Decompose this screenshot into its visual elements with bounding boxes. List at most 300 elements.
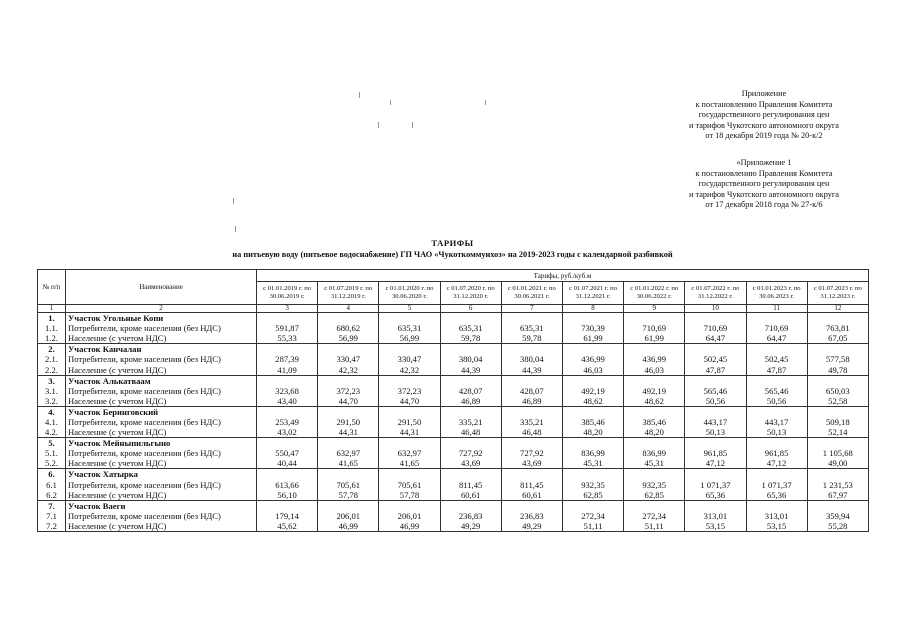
tariff-value — [257, 500, 318, 511]
tariff-value: 253,49 — [257, 417, 318, 427]
section-row — [38, 375, 869, 386]
tariff-value — [562, 406, 623, 417]
tariff-value: 43,69 — [440, 458, 501, 469]
tariff-value — [318, 344, 379, 355]
appendix-line: и тарифов Чукотского автономного округа — [688, 189, 839, 199]
tariff-value — [379, 500, 440, 511]
tariff-value — [746, 469, 807, 480]
tariff-value — [379, 438, 440, 449]
column-number: 2 — [66, 305, 257, 313]
tariff-value — [257, 438, 318, 449]
tariff-value: 727,92 — [440, 448, 501, 458]
tariff-value: 44,70 — [379, 396, 440, 407]
tariff-value: 577,58 — [807, 354, 868, 364]
tariff-value — [807, 313, 868, 324]
tariff-value: 550,47 — [257, 448, 318, 458]
tariff-value — [318, 313, 379, 324]
table-row — [38, 427, 869, 438]
tariff-value — [624, 344, 685, 355]
tariff-value — [379, 469, 440, 480]
tariff-value: 43,40 — [257, 396, 318, 407]
tariff-value — [501, 375, 562, 386]
tariff-value: 45,31 — [624, 458, 685, 469]
tariff-value — [562, 469, 623, 480]
row-number: 6.2 — [38, 490, 66, 501]
tariff-value — [501, 500, 562, 511]
row-number: 3.1. — [38, 386, 66, 396]
tariff-value: 492,19 — [624, 386, 685, 396]
tariff-value: 680,62 — [318, 323, 379, 333]
period-header: с 01.07.2023 г. по 31.12.2023 г. — [807, 282, 868, 305]
tariff-value: 50,13 — [685, 427, 746, 438]
row-number: 6.1 — [38, 480, 66, 490]
tariff-value: 591,87 — [257, 323, 318, 333]
scan-artifact — [359, 92, 360, 98]
tariff-value: 206,01 — [379, 511, 440, 521]
row-name: Население (с учетом НДС) — [66, 364, 257, 375]
row-number: 1.1. — [38, 323, 66, 333]
table-row — [38, 323, 869, 333]
tariff-value: 509,18 — [807, 417, 868, 427]
column-number: 12 — [807, 305, 868, 313]
tariff-value: 428,07 — [501, 386, 562, 396]
tariff-value: 635,31 — [379, 323, 440, 333]
table-row — [38, 480, 869, 490]
section-name: Участок Хатырка — [66, 469, 257, 480]
tariff-value: 372,23 — [318, 386, 379, 396]
tariff-value — [562, 375, 623, 386]
tariff-value — [257, 469, 318, 480]
tariff-value — [257, 375, 318, 386]
tariff-value — [562, 344, 623, 355]
col-header-name: Наименование — [66, 270, 257, 305]
tariff-value: 57,78 — [318, 490, 379, 501]
tariff-value: 50,56 — [746, 396, 807, 407]
tariff-value: 65,36 — [746, 490, 807, 501]
column-number: 1 — [38, 305, 66, 313]
tariff-value: 42,32 — [318, 364, 379, 375]
tariff-value — [624, 500, 685, 511]
tariff-value: 62,85 — [562, 490, 623, 501]
row-number: 2.2. — [38, 364, 66, 375]
col-header-tariffs: Тарифы, руб./куб.м — [257, 270, 869, 282]
tariff-value: 43,02 — [257, 427, 318, 438]
row-number: 3.2. — [38, 396, 66, 407]
tariff-value: 287,39 — [257, 354, 318, 364]
row-number: 2.1. — [38, 354, 66, 364]
appendix-line: государственного регулирования цен — [698, 179, 830, 189]
row-name: Население (с учетом НДС) — [66, 396, 257, 407]
tariff-value: 961,85 — [685, 448, 746, 458]
row-number: 5. — [38, 438, 66, 449]
tariff-value: 64,47 — [746, 333, 807, 344]
tariff-value: 41,65 — [318, 458, 379, 469]
period-header: с 01.07.2021 г. по 31.12.2021 г. — [562, 282, 623, 305]
section-name: Участок Алькатваам — [66, 375, 257, 386]
row-name: Потребители, кроме населения (без НДС) — [66, 417, 257, 427]
tariff-value — [624, 406, 685, 417]
tariff-value: 60,61 — [501, 490, 562, 501]
tariff-value — [562, 438, 623, 449]
tariff-value — [685, 375, 746, 386]
column-number: 4 — [318, 305, 379, 313]
tariff-value: 67,05 — [807, 333, 868, 344]
column-number: 9 — [624, 305, 685, 313]
tariff-value: 55,28 — [807, 521, 868, 532]
row-name: Население (с учетом НДС) — [66, 427, 257, 438]
section-name: Участок Беринговский — [66, 406, 257, 417]
period-header: с 01.07.2019 г. по 31.12.2019 г. — [318, 282, 379, 305]
tariff-value: 313,01 — [685, 511, 746, 521]
tariff-value: 65,36 — [685, 490, 746, 501]
tariff-value — [501, 344, 562, 355]
tariff-table — [37, 269, 869, 532]
section-row — [38, 344, 869, 355]
row-name: Население (с учетом НДС) — [66, 458, 257, 469]
tariff-value: 359,94 — [807, 511, 868, 521]
tariff-value: 206,01 — [318, 511, 379, 521]
tariff-value: 1 071,37 — [746, 480, 807, 490]
tariff-value: 51,11 — [562, 521, 623, 532]
tariff-value — [257, 406, 318, 417]
row-number: 3. — [38, 375, 66, 386]
tariff-value: 372,23 — [379, 386, 440, 396]
row-number: 5.2. — [38, 458, 66, 469]
row-number: 6. — [38, 469, 66, 480]
tariff-value — [746, 344, 807, 355]
tariff-value: 565,46 — [746, 386, 807, 396]
tariff-value: 502,45 — [746, 354, 807, 364]
section-name: Участок Канчалан — [66, 344, 257, 355]
tariff-value: 932,35 — [624, 480, 685, 490]
tariff-value: 50,13 — [746, 427, 807, 438]
tariff-value: 50,56 — [685, 396, 746, 407]
scan-artifact — [485, 100, 486, 105]
tariff-value: 57,78 — [379, 490, 440, 501]
tariff-value: 632,97 — [318, 448, 379, 458]
tariff-value: 51,11 — [624, 521, 685, 532]
period-header: с 01.01.2020 г. по 30.06.2020 г. — [379, 282, 440, 305]
tariff-value: 313,01 — [746, 511, 807, 521]
tariff-value: 55,33 — [257, 333, 318, 344]
tariff-value: 46,03 — [562, 364, 623, 375]
section-row — [38, 313, 869, 324]
row-name: Потребители, кроме населения (без НДС) — [66, 480, 257, 490]
tariff-value — [807, 469, 868, 480]
tariff-value: 44,39 — [501, 364, 562, 375]
tariff-value — [624, 313, 685, 324]
tariff-value: 710,69 — [685, 323, 746, 333]
appendix-line: к постановлению Правления Комитета — [695, 168, 833, 178]
row-number: 7. — [38, 500, 66, 511]
tariff-value: 42,32 — [379, 364, 440, 375]
appendix-line: от 17 декабря 2018 года № 27-к/6 — [705, 200, 823, 210]
row-number: 2. — [38, 344, 66, 355]
tariff-value: 428,07 — [440, 386, 501, 396]
row-number: 4.1. — [38, 417, 66, 427]
tariff-value: 236,83 — [501, 511, 562, 521]
tariff-value — [807, 344, 868, 355]
section-name: Участок Угольные Копи — [66, 313, 257, 324]
tariff-value: 43,69 — [501, 458, 562, 469]
row-name: Потребители, кроме населения (без НДС) — [66, 448, 257, 458]
tariff-value: 291,50 — [318, 417, 379, 427]
tariff-value — [685, 438, 746, 449]
tariff-value: 44,70 — [318, 396, 379, 407]
tariff-value — [501, 438, 562, 449]
period-header: с 01.07.2020 г. по 31.12.2020 г. — [440, 282, 501, 305]
tariff-value: 932,35 — [562, 480, 623, 490]
scan-artifact — [412, 122, 413, 128]
tariff-value: 45,62 — [257, 521, 318, 532]
tariff-value: 56,99 — [318, 333, 379, 344]
table-row — [38, 490, 869, 501]
row-name: Потребители, кроме населения (без НДС) — [66, 511, 257, 521]
tariff-value: 727,92 — [501, 448, 562, 458]
tariff-value — [379, 375, 440, 386]
scan-artifact — [235, 226, 236, 232]
tariff-value — [318, 469, 379, 480]
row-number: 5.1. — [38, 448, 66, 458]
tariff-value: 64,47 — [685, 333, 746, 344]
tariff-value: 272,34 — [624, 511, 685, 521]
row-number: 4. — [38, 406, 66, 417]
tariff-value: 323,68 — [257, 386, 318, 396]
appendix-line: Приложение — [741, 89, 787, 98]
appendix-note-previous — [689, 158, 839, 211]
tariff-value: 710,69 — [746, 323, 807, 333]
tariff-value: 380,04 — [440, 354, 501, 364]
table-row — [38, 333, 869, 344]
table-row — [38, 354, 869, 364]
column-number: 3 — [257, 305, 318, 313]
tariff-value: 46,89 — [501, 396, 562, 407]
tariff-value: 811,45 — [440, 480, 501, 490]
tariff-value: 56,99 — [379, 333, 440, 344]
tariff-value — [746, 375, 807, 386]
tariff-value — [379, 344, 440, 355]
tariff-value: 179,14 — [257, 511, 318, 521]
tariff-value: 710,69 — [624, 323, 685, 333]
tariff-value — [379, 406, 440, 417]
table-row — [38, 364, 869, 375]
tariff-value: 1 231,53 — [807, 480, 868, 490]
table-row — [38, 458, 869, 469]
tariff-value: 47,87 — [746, 364, 807, 375]
scan-artifact — [390, 100, 391, 105]
tariff-value: 502,45 — [685, 354, 746, 364]
document-title: ТАРИФЫ — [431, 238, 474, 248]
period-header: с 01.01.2021 г. по 30.06.2021 г. — [501, 282, 562, 305]
tariff-value — [318, 375, 379, 386]
tariff-value — [440, 344, 501, 355]
tariff-value: 60,61 — [440, 490, 501, 501]
tariff-value: 47,12 — [746, 458, 807, 469]
row-number: 7.2 — [38, 521, 66, 532]
tariff-value: 330,47 — [318, 354, 379, 364]
tariff-value: 59,78 — [440, 333, 501, 344]
tariff-value: 335,21 — [440, 417, 501, 427]
section-row — [38, 500, 869, 511]
tariff-value: 730,39 — [562, 323, 623, 333]
tariff-value: 650,03 — [807, 386, 868, 396]
tariff-value: 47,12 — [685, 458, 746, 469]
period-header: с 01.01.2023 г. по 30.06.2023 г. — [746, 282, 807, 305]
section-name: Участок Ваеги — [66, 500, 257, 511]
tariff-value: 385,46 — [562, 417, 623, 427]
tariff-value — [440, 469, 501, 480]
tariff-value — [440, 313, 501, 324]
appendix-line: от 18 декабря 2019 года № 20-к/2 — [705, 131, 823, 141]
row-number: 1. — [38, 313, 66, 324]
table-row — [38, 521, 869, 532]
column-number: 11 — [746, 305, 807, 313]
row-name: Население (с учетом НДС) — [66, 490, 257, 501]
tariff-value: 44,31 — [379, 427, 440, 438]
row-number: 4.2. — [38, 427, 66, 438]
tariff-value: 41,09 — [257, 364, 318, 375]
period-header: с 01.07.2022 г. по 31.12.2022 г. — [685, 282, 746, 305]
tariff-value — [379, 313, 440, 324]
tariff-value: 48,20 — [562, 427, 623, 438]
tariff-value — [257, 313, 318, 324]
tariff-value: 613,66 — [257, 480, 318, 490]
appendix-line: государственного регулирования цен — [698, 110, 830, 120]
tariff-value: 763,81 — [807, 323, 868, 333]
tariff-value: 46,99 — [318, 521, 379, 532]
table-row — [38, 396, 869, 407]
tariff-value: 436,99 — [562, 354, 623, 364]
tariff-value: 565,46 — [685, 386, 746, 396]
appendix-line: и тарифов Чукотского автономного округа — [688, 120, 839, 130]
tariff-value: 330,47 — [379, 354, 440, 364]
tariff-value — [746, 500, 807, 511]
table-row — [38, 417, 869, 427]
tariff-value: 45,31 — [562, 458, 623, 469]
tariff-value — [318, 500, 379, 511]
tariff-value: 59,78 — [501, 333, 562, 344]
tariff-value: 53,15 — [746, 521, 807, 532]
tariff-value — [440, 500, 501, 511]
tariff-value: 61,99 — [624, 333, 685, 344]
tariff-value: 961,85 — [746, 448, 807, 458]
tariff-value: 492,19 — [562, 386, 623, 396]
tariff-value — [746, 313, 807, 324]
tariff-value — [501, 406, 562, 417]
row-name: Население (с учетом НДС) — [66, 521, 257, 532]
appendix-note-current — [689, 89, 839, 142]
tariff-value — [685, 313, 746, 324]
period-header: с 01.01.2019 г. по 30.06.2019 г. — [257, 282, 318, 305]
tariff-value: 836,99 — [624, 448, 685, 458]
tariff-value: 1 105,68 — [807, 448, 868, 458]
tariff-value: 443,17 — [746, 417, 807, 427]
tariff-value: 272,34 — [562, 511, 623, 521]
tariff-value: 49,29 — [440, 521, 501, 532]
tariff-value — [501, 469, 562, 480]
tariff-value: 635,31 — [501, 323, 562, 333]
row-name: Потребители, кроме населения (без НДС) — [66, 323, 257, 333]
tariff-value: 46,48 — [440, 427, 501, 438]
tariff-value: 836,99 — [562, 448, 623, 458]
tariff-value: 443,17 — [685, 417, 746, 427]
column-number: 8 — [562, 305, 623, 313]
tariff-value: 52,14 — [807, 427, 868, 438]
tariff-value: 380,04 — [501, 354, 562, 364]
tariff-value: 53,15 — [685, 521, 746, 532]
tariff-value — [440, 438, 501, 449]
col-header-number: № п/п — [38, 270, 66, 305]
tariff-value: 48,20 — [624, 427, 685, 438]
row-number: 1.2. — [38, 333, 66, 344]
tariff-value — [318, 438, 379, 449]
tariff-value: 46,48 — [501, 427, 562, 438]
tariff-value — [746, 438, 807, 449]
tariff-value — [562, 313, 623, 324]
appendix-line: «Приложение 1 — [736, 158, 792, 167]
tariff-value: 61,99 — [562, 333, 623, 344]
tariff-value — [807, 375, 868, 386]
tariff-value — [685, 500, 746, 511]
tariff-value: 46,03 — [624, 364, 685, 375]
tariff-value — [318, 406, 379, 417]
tariff-value: 705,61 — [379, 480, 440, 490]
tariff-value: 811,45 — [501, 480, 562, 490]
tariff-value — [440, 375, 501, 386]
tariff-value: 48,62 — [562, 396, 623, 407]
column-number: 5 — [379, 305, 440, 313]
row-name: Население (с учетом НДС) — [66, 333, 257, 344]
section-row — [38, 438, 869, 449]
tariff-value: 47,87 — [685, 364, 746, 375]
tariff-value: 705,61 — [318, 480, 379, 490]
tariff-value — [257, 344, 318, 355]
column-number: 7 — [501, 305, 562, 313]
scan-artifact — [233, 198, 234, 204]
table-row — [38, 511, 869, 521]
document-subtitle: на питьевую воду (питьевое водоснабжение) ГП ЧАО «Чукоткоммунхоз» на 2019-2023 годы с календарной разбивкой — [232, 250, 673, 259]
tariff-value: 632,97 — [379, 448, 440, 458]
tariff-value — [807, 438, 868, 449]
tariff-value: 41,65 — [379, 458, 440, 469]
section-name: Участок Мейныпильгыно — [66, 438, 257, 449]
tariff-value — [807, 406, 868, 417]
tariff-value: 291,50 — [379, 417, 440, 427]
tariff-value: 436,99 — [624, 354, 685, 364]
tariff-value — [685, 344, 746, 355]
row-name: Потребители, кроме населения (без НДС) — [66, 386, 257, 396]
section-row — [38, 469, 869, 480]
tariff-value: 52,58 — [807, 396, 868, 407]
tariff-value — [501, 313, 562, 324]
tariff-value: 49,78 — [807, 364, 868, 375]
tariff-value: 56,10 — [257, 490, 318, 501]
tariff-value: 49,29 — [501, 521, 562, 532]
tariff-value: 635,31 — [440, 323, 501, 333]
row-name: Потребители, кроме населения (без НДС) — [66, 354, 257, 364]
tariff-value — [440, 406, 501, 417]
tariff-value: 48,62 — [624, 396, 685, 407]
scan-artifact — [378, 122, 379, 128]
column-number: 6 — [440, 305, 501, 313]
row-number: 7.1 — [38, 511, 66, 521]
tariff-value: 44,39 — [440, 364, 501, 375]
tariff-value — [746, 406, 807, 417]
tariff-value: 335,21 — [501, 417, 562, 427]
period-header: с 01.01.2022 г. по 30.06.2022 г. — [624, 282, 685, 305]
tariff-value: 46,89 — [440, 396, 501, 407]
tariff-value: 46,99 — [379, 521, 440, 532]
